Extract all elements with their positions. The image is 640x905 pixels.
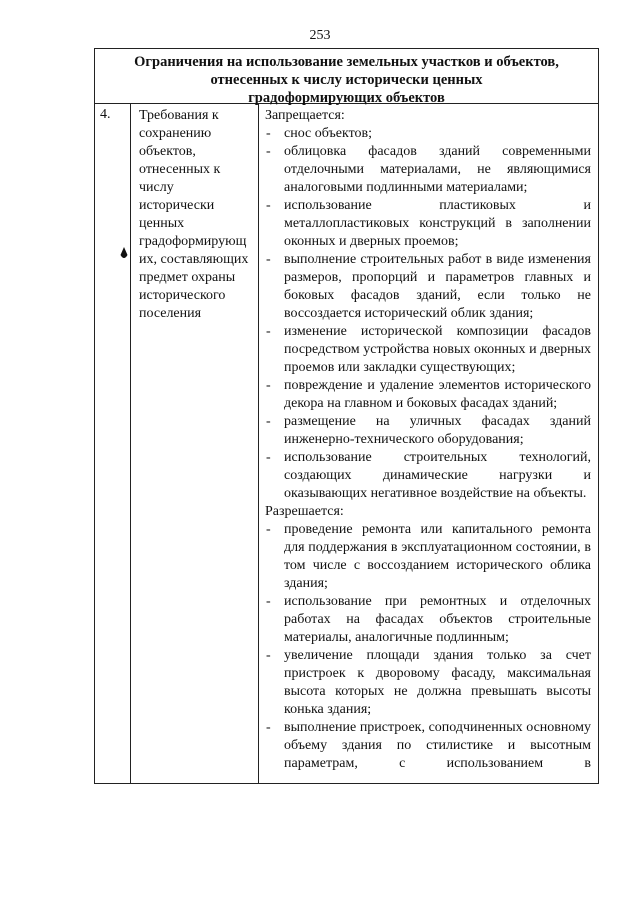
- prohibited-item: - снос объектов;: [265, 125, 591, 143]
- prohibited-item: - использование пластиковых и металлопластиковых конструкций в заполнении оконных и дверных проемов;: [265, 197, 591, 251]
- page-number: 253: [309, 28, 331, 43]
- requirement-line: их, составляющих: [139, 252, 249, 267]
- prohibited-item: - повреждение и удаление элементов исторического декора на главном и боковых фасадах зданий;: [265, 377, 591, 413]
- requirement-line: числу: [139, 180, 174, 195]
- requirement-line: отнесенных к: [139, 162, 221, 177]
- table-header: [95, 49, 598, 104]
- requirement-line: объектов,: [139, 144, 196, 159]
- requirement-line: Требования к: [139, 108, 219, 123]
- row-number: 4.: [100, 107, 111, 122]
- prohibited-item: - использование строительных технологий, создающих динамические нагрузки и оказывающих негативное воздействие на объекты.: [265, 449, 591, 503]
- requirement-line: поселения: [139, 306, 202, 321]
- requirement-line: исторически: [139, 198, 215, 213]
- pointer-mark-icon: [120, 247, 128, 261]
- prohibited-item: - изменение исторической композиции фасадов посредством устройства новых оконных и дверных проемов или закладки существующих;: [265, 323, 591, 377]
- allowed-item: - использование при ремонтных и отделочных работах на фасадах объектов строительные материалы, аналогичные подлинным;: [265, 593, 591, 647]
- prohibited-heading: Запрещается:: [265, 108, 345, 123]
- allowed-item: - выполнение пристроек, соподчиненных основному объему здания по стилистике и высотным параметрам, с использованием в: [265, 719, 591, 773]
- allowed-item: - проведение ремонта или капитального ремонта для поддержания в эксплуатационном состоянии, в том числе с воссозданием исторического облика здания;: [265, 521, 591, 593]
- requirement-cell: [139, 107, 257, 323]
- requirement-line: предмет охраны: [139, 270, 236, 285]
- prohibited-item: - размещение на уличных фасадах зданий инженерно-технического оборудования;: [265, 413, 591, 449]
- header-line-1: Ограничения на использование земельных участков и объектов,: [134, 54, 559, 70]
- column-divider-1: [130, 104, 131, 783]
- restrictions-cell: [265, 107, 591, 773]
- requirement-line: исторического: [139, 288, 226, 303]
- requirement-line: ценных: [139, 216, 185, 231]
- requirement-line: сохранению: [139, 126, 212, 141]
- restrictions-table: [94, 48, 599, 784]
- allowed-item: - увеличение площади здания только за счет пристроек к дворовому фасаду, максимальная высота которых не должна превышать высоты конька здания;: [265, 647, 591, 719]
- column-divider-2: [258, 104, 259, 783]
- allowed-heading: Разрешается:: [265, 504, 344, 519]
- prohibited-item: - выполнение строительных работ в виде изменения размеров, пропорций и параметров главных и боковых фасадов зданий, если только не воссоздается исторический облик здания;: [265, 251, 591, 323]
- requirement-line: градоформирующ: [139, 234, 247, 249]
- prohibited-item: - облицовка фасадов зданий современными отделочными материалами, не являющимися аналоговыми подлинными материалами;: [265, 143, 591, 197]
- header-line-3: градоформирующих объектов: [248, 90, 445, 106]
- header-line-2: отнесенных к числу исторически ценных: [210, 72, 483, 88]
